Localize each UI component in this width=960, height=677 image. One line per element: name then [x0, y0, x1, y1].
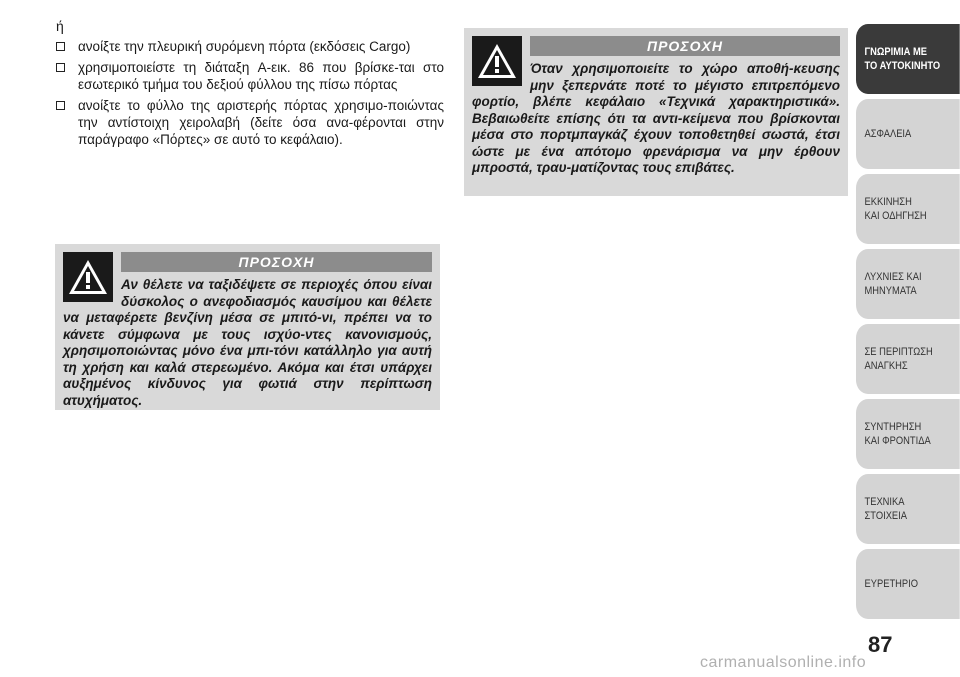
checkbox-bullet-icon: [56, 42, 65, 51]
tab-emergency[interactable]: ΣΕ ΠΕΡΙΠΤΩΣΗ ΑΝΑΓΚΗΣ: [856, 324, 960, 394]
tab-maintenance[interactable]: ΣΥΝΤΗΡΗΣΗ ΚΑΙ ΦΡΟΝΤΙΔΑ: [856, 399, 960, 469]
tab-warning-lights[interactable]: ΛΥΧΝΙΕΣ ΚΑΙ ΜΗΝΥΜΑΤΑ: [856, 249, 960, 319]
tab-index[interactable]: ΕΥΡΕΤΗΡΙΟ: [856, 549, 960, 619]
warning-text: Αν θέλετε να ταξιδέψετε σε περιοχές όπου είναι δύσκολος ο ανεφοδιασμός καυσίμου και θέλετε να μεταφέρετε βενζίνη μέσα σε μπιτό-νι, πρέπει να το κάνετε σύμφωνα με τους ισχύο-ντες κανονισμούς, χρησιμοποιώντας μόνο ένα μπι-τόνι κατάλληλο για αυτή τη χρήση και καλά στερεωμένο. Ακόμα και έτσι υπάρχει αυξημένος κίνδυνος για φωτιά στην περίπτωση ατυχήματος.: [63, 277, 432, 408]
page-number: 87: [868, 632, 893, 657]
warning-box-load: [464, 28, 848, 196]
bullet-list: [56, 38, 444, 148]
warning-title: ΠΡΟΣΟΧΗ: [530, 36, 840, 56]
or-text: ή: [56, 18, 64, 34]
left-column: [56, 18, 444, 152]
tab-technical-data[interactable]: ΤΕΧΝΙΚΑ ΣΤΟΙΧΕΙΑ: [856, 474, 960, 544]
tab-safety[interactable]: ΑΣΦΑΛΕΙΑ: [856, 99, 960, 169]
warning-text: Όταν χρησιμοποιείτε το χώρο αποθή-κευσης μην ξεπερνάτε ποτέ το μέγιστο επιτρεπόμενο φορτίο, βλέπε κεφάλαιο «Τεχνικά χαρακτηριστικά». Βεβαιωθείτε επίσης ότι τα αντι-κείμενα που βρίσκονται μέσα στο πορτμπαγκάζ έχουν τοποθετηθεί σωστά, έτσι ώστε με ένα απότομο φρενάρισμα να μην έρθουν μπροστά, τραυ-ματίζοντας τους επιβάτες.: [472, 61, 840, 175]
tab-know-your-car[interactable]: ΓΝΩΡΙΜΙΑ ΜΕ ΤΟ ΑΥΤΟΚΙΝΗΤΟ: [856, 24, 960, 94]
warning-triangle-icon: [63, 252, 113, 302]
tab-starting-driving[interactable]: ΕΚΚΙΝΗΣΗ ΚΑΙ ΟΔΗΓΗΣΗ: [856, 174, 960, 244]
warning-triangle-icon: [472, 36, 522, 86]
checkbox-bullet-icon: [56, 63, 65, 72]
list-item: ανοίξτε το φύλλο της αριστερής πόρτας χρησιμο-ποιώντας την αντίστοιχη χειρολαβή (δείτε όσα ανα-φέρονται στην παράγραφο «Πόρτες» σε αυτό το κεφάλαιο).: [56, 97, 444, 148]
warning-box-fuel: [55, 244, 440, 410]
chapter-sidebar: [856, 24, 960, 624]
warning-title: ΠΡΟΣΟΧΗ: [121, 252, 432, 272]
list-item: χρησιμοποιείστε τη διάταξη A-εικ. 86 που βρίσκε-ται στο εσωτερικό τμήμα του δεξιού φύλλου της πίσω πόρτας: [56, 59, 444, 93]
checkbox-bullet-icon: [56, 101, 65, 110]
list-item: ανοίξτε την πλευρική συρόμενη πόρτα (εκδόσεις Cargo): [56, 38, 444, 55]
watermark: carmanualsonline.info: [700, 654, 867, 671]
